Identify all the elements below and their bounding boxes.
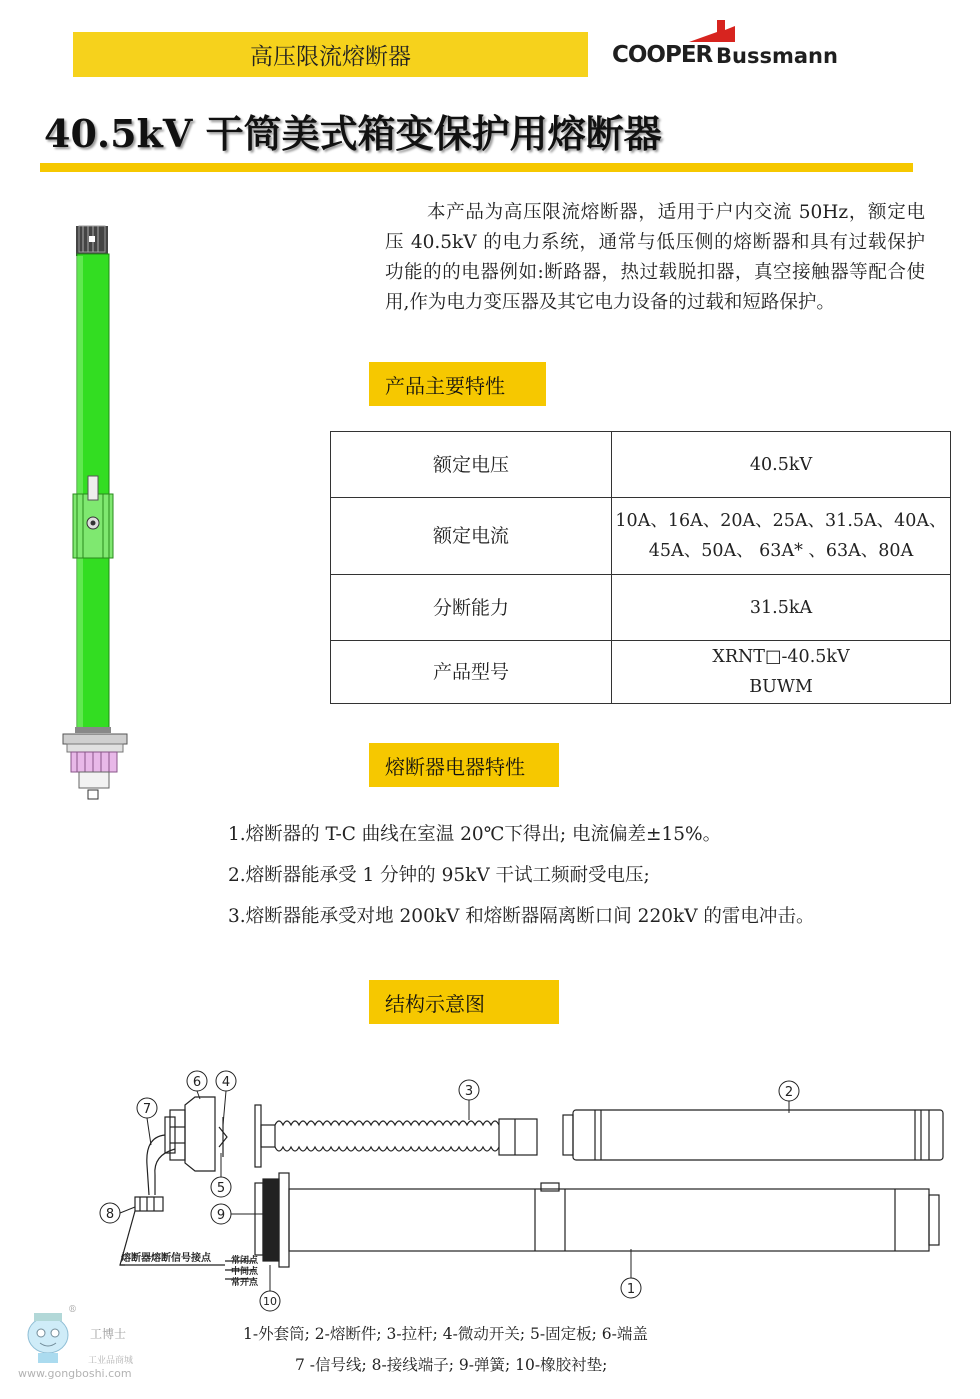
- page-title: 40.5kV 干筒美式箱变保护用熔断器: [44, 111, 662, 156]
- diagram-caption-line2: 7 -信号线; 8-接线端子; 9-弹簧; 10-橡胶衬垫;: [295, 1356, 608, 1374]
- fuse-product-illustration: [55, 222, 135, 802]
- gongboshi-watermark: [12, 1307, 162, 1387]
- pull-rod-part: [275, 1121, 499, 1125]
- watermark-name: 工博士: [90, 1327, 127, 1341]
- diagram-caption-line1: 1-外套筒; 2-熔断件; 3-拉杆; 4-微动开关; 5-固定板; 6-端盖: [243, 1325, 648, 1343]
- title-underline: [40, 163, 913, 172]
- svg-text:9: 9: [216, 1208, 226, 1223]
- rubber-gasket-part: [255, 1183, 263, 1255]
- section-main-features: 产品主要特性: [369, 362, 546, 406]
- fixing-plate-part: [255, 1105, 261, 1167]
- svg-text:2: 2: [784, 1085, 794, 1100]
- svg-text:4: 4: [221, 1075, 231, 1090]
- svg-text:8: 8: [105, 1207, 115, 1222]
- spec-label: 产品型号: [331, 641, 612, 704]
- list-item: 2.熔断器能承受 1 分钟的 95kV 干试工频耐受电压;: [228, 865, 650, 886]
- spec-value: XRNT□-40.5kV BUWM: [612, 641, 951, 704]
- contact-mid: 中间点: [231, 1267, 259, 1277]
- outer-tube-part: [289, 1189, 929, 1251]
- svg-text:1: 1: [626, 1282, 636, 1297]
- svg-text:3: 3: [464, 1084, 474, 1099]
- registered-mark: ®: [68, 1305, 77, 1315]
- end-cap-part: [185, 1097, 215, 1171]
- signal-contact-label: 熔断器熔断信号接点: [121, 1253, 211, 1264]
- table-row: [331, 498, 951, 575]
- mascot-icon: [18, 1309, 78, 1365]
- brand-bussmann: Bussmann: [716, 44, 838, 68]
- table-row: [331, 432, 951, 498]
- table-row: [331, 641, 951, 704]
- spring-part: [263, 1179, 279, 1261]
- spec-label: 额定电流: [331, 498, 612, 575]
- spec-table: [330, 431, 951, 704]
- spec-value: 10A、16A、20A、25A、31.5A、40A、 45A、50A、 63A* 、63A、80A: [612, 498, 951, 575]
- watermark-url: www.gongboshi.com: [18, 1367, 132, 1380]
- contact-nc: 常闭点: [231, 1256, 259, 1266]
- brand-cooper: COOPER: [612, 42, 713, 68]
- watermark-sub: 工业品商城: [88, 1356, 134, 1366]
- section-structure: 结构示意图: [369, 980, 559, 1024]
- cooper-bussmann-logo: [612, 18, 842, 78]
- category-banner: 高压限流熔断器: [73, 32, 588, 77]
- fuse-bottom-terminal: [71, 752, 117, 772]
- contact-no: 常开点: [231, 1278, 259, 1288]
- fuse-flange: [63, 734, 127, 744]
- fuse-link-part: [573, 1110, 943, 1160]
- list-item: 3.熔断器能承受对地 200kV 和熔断器隔离断口间 220kV 的雷电冲击。: [228, 906, 815, 927]
- structure-diagram: [95, 1065, 955, 1320]
- feature-list: [228, 820, 948, 943]
- section-electrical: 熔断器电器特性: [369, 743, 559, 787]
- spec-label: 分断能力: [331, 575, 612, 641]
- svg-text:6: 6: [192, 1075, 202, 1090]
- svg-text:7: 7: [142, 1102, 152, 1117]
- spec-value: 31.5kA: [612, 575, 951, 641]
- spec-label: 额定电压: [331, 432, 612, 498]
- svg-text:10: 10: [263, 1295, 277, 1308]
- table-row: [331, 575, 951, 641]
- list-item: 1.熔断器的 T-C 曲线在室温 20℃下得出; 电流偏差±15%。: [228, 824, 722, 845]
- svg-text:5: 5: [216, 1181, 226, 1196]
- spec-value: 40.5kV: [612, 432, 951, 498]
- intro-paragraph: 本产品为高压限流熔断器，适用于户内交流 50Hz，额定电压 40.5kV 的电力系统，通常与低压侧的熔断器和具有过载保护功能的的电器例如:断路器，热过载脱扣器，真空接触器等配合使用,作为电力变压器及其它电力设备的过载和短路保护。: [385, 202, 925, 313]
- logo-swoosh-icon: [687, 18, 737, 44]
